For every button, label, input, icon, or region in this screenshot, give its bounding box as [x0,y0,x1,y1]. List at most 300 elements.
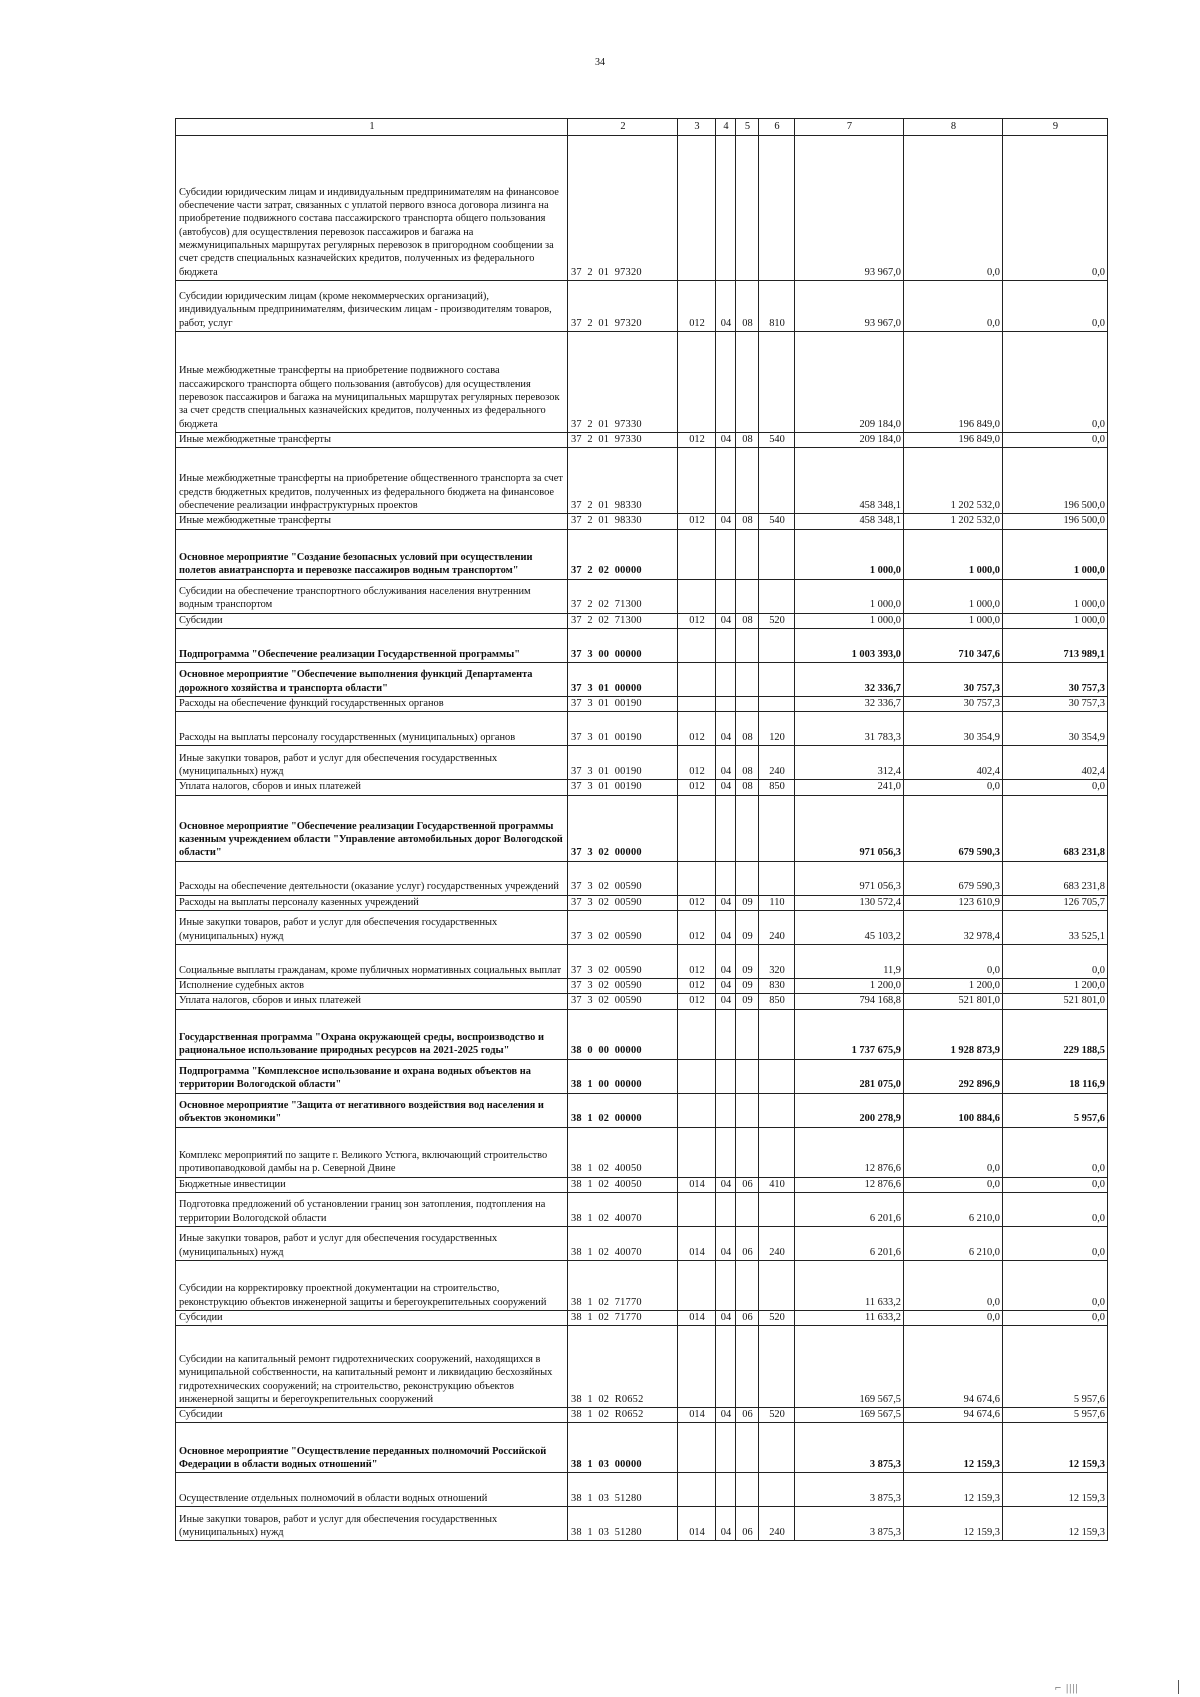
table-row [176,579,1108,613]
section-code: 04 [716,1226,736,1260]
amount-col-7: 32 336,7 [795,696,904,711]
expense-type-code [759,529,795,579]
expense-type-code [759,1009,795,1059]
subsection-code [736,579,759,613]
amount-col-9: 0,0 [1003,1192,1108,1226]
table-row [176,712,1108,746]
section-code [716,795,736,861]
amount-col-8: 6 210,0 [904,1226,1003,1260]
amount-col-7: 93 967,0 [795,136,904,281]
amount-col-8: 0,0 [904,136,1003,281]
ministry-code: 012 [678,712,716,746]
expense-type-code: 850 [759,994,795,1009]
budget-code: 37 2 02 71300 [568,579,678,613]
budget-code: 38 1 02 R0652 [568,1326,678,1408]
amount-col-8: 710 347,6 [904,628,1003,662]
budget-code: 37 2 02 00000 [568,529,678,579]
amount-col-9: 229 188,5 [1003,1009,1108,1059]
ministry-code: 012 [678,281,716,332]
subsection-code: 06 [736,1226,759,1260]
budget-code: 37 2 01 97330 [568,433,678,448]
row-name: Субсидии юридическим лицам и индивидуальным предпринимателям на финансовое обеспечение части затрат, связанных с уплатой первого взноса договора лизинга на приобретение подвижного состава пассажирского транспорта общего пользования (автобусов) для осуществления перевозок пассажиров и багажа на межмуниципальных маршрутах регулярных перевозок в пригородном сообщении за счет средств специальных казначейских кредитов, полученных из федерального бюджета [176,136,568,281]
budget-code: 37 3 02 00590 [568,910,678,944]
subsection-code: 08 [736,613,759,628]
amount-col-9: 0,0 [1003,433,1108,448]
row-name: Расходы на выплаты персоналу государственных (муниципальных) органов [176,712,568,746]
amount-col-7: 130 572,4 [795,895,904,910]
table-row [176,944,1108,978]
amount-col-8: 0,0 [904,281,1003,332]
subsection-code [736,332,759,433]
table-row [176,1192,1108,1226]
row-name: Государственная программа "Охрана окружающей среды, воспроизводство и рациональное использование природных ресурсов на 2021-2025 годы" [176,1009,568,1059]
amount-col-7: 11,9 [795,944,904,978]
scan-edge-mark [1178,1680,1179,1694]
expense-type-code [759,696,795,711]
section-code: 04 [716,433,736,448]
column-header: 6 [759,119,795,136]
row-name: Иные межбюджетные трансферты [176,514,568,529]
amount-col-8: 521 801,0 [904,994,1003,1009]
table-row [176,696,1108,711]
ministry-code [678,1192,716,1226]
budget-code: 37 3 01 00190 [568,746,678,780]
amount-col-8: 1 200,0 [904,978,1003,993]
row-name: Основное мероприятие "Обеспечение реализации Государственной программы казенным учреждением области "Управление автомобильных дорог Вологодской области" [176,795,568,861]
ministry-code: 012 [678,514,716,529]
amount-col-9: 0,0 [1003,1260,1108,1310]
amount-col-7: 1 737 675,9 [795,1009,904,1059]
subsection-code [736,628,759,662]
amount-col-9: 12 159,3 [1003,1473,1108,1507]
table-row [176,1059,1108,1093]
row-name: Субсидии на корректировку проектной документации на строительство, реконструкцию объектов инженерной защиты и берегоукрепительных сооружений [176,1260,568,1310]
row-name: Субсидии юридическим лицам (кроме некоммерческих организаций), индивидуальным предпринимателям, физическим лицам - производителям товаров, работ, услуг [176,281,568,332]
table-row [176,1310,1108,1325]
amount-col-8: 0,0 [904,1310,1003,1325]
amount-col-7: 200 278,9 [795,1093,904,1127]
ministry-code [678,1093,716,1127]
ministry-code [678,662,716,696]
section-code [716,1326,736,1408]
table-row [176,1473,1108,1507]
table-row [176,136,1108,281]
subsection-code [736,662,759,696]
ministry-code: 012 [678,746,716,780]
subsection-code: 08 [736,712,759,746]
budget-code: 37 3 00 00000 [568,628,678,662]
amount-col-9: 0,0 [1003,1127,1108,1177]
amount-col-7: 458 348,1 [795,448,904,514]
expense-type-code [759,448,795,514]
row-name: Уплата налогов, сборов и иных платежей [176,780,568,795]
amount-col-8: 12 159,3 [904,1507,1003,1541]
amount-col-7: 32 336,7 [795,662,904,696]
amount-col-9: 683 231,8 [1003,795,1108,861]
table-row [176,1423,1108,1473]
amount-col-8: 0,0 [904,1177,1003,1192]
column-number-row [176,119,1108,136]
ministry-code [678,696,716,711]
table-row [176,1093,1108,1127]
budget-code: 37 3 02 00590 [568,861,678,895]
expense-type-code: 520 [759,1408,795,1423]
amount-col-8: 1 928 873,9 [904,1009,1003,1059]
subsection-code [736,795,759,861]
section-code: 04 [716,1177,736,1192]
section-code [716,628,736,662]
ministry-code: 014 [678,1408,716,1423]
row-name: Субсидии [176,1408,568,1423]
amount-col-8: 94 674,6 [904,1326,1003,1408]
subsection-code [736,1009,759,1059]
table-row [176,662,1108,696]
subsection-code: 06 [736,1310,759,1325]
section-code: 04 [716,514,736,529]
amount-col-7: 241,0 [795,780,904,795]
row-name: Иные межбюджетные трансферты [176,433,568,448]
ministry-code: 012 [678,895,716,910]
subsection-code [736,529,759,579]
subsection-code [736,1093,759,1127]
row-name: Уплата налогов, сборов и иных платежей [176,994,568,1009]
amount-col-9: 1 200,0 [1003,978,1108,993]
row-name: Бюджетные инвестиции [176,1177,568,1192]
budget-code: 38 1 03 00000 [568,1423,678,1473]
amount-col-9: 0,0 [1003,944,1108,978]
expense-type-code [759,861,795,895]
amount-col-7: 31 783,3 [795,712,904,746]
table-body [176,136,1108,1541]
amount-col-9: 0,0 [1003,281,1108,332]
row-name: Социальные выплаты гражданам, кроме публичных нормативных социальных выплат [176,944,568,978]
subsection-code: 06 [736,1408,759,1423]
section-code [716,448,736,514]
amount-col-9: 12 159,3 [1003,1507,1108,1541]
table-row [176,514,1108,529]
amount-col-7: 3 875,3 [795,1473,904,1507]
row-name: Основное мероприятие "Обеспечение выполнения функций Департамента дорожного хозяйства и транспорта области" [176,662,568,696]
budget-code: 37 3 02 00590 [568,978,678,993]
table-row [176,529,1108,579]
ministry-code: 014 [678,1177,716,1192]
expense-type-code [759,1127,795,1177]
expense-type-code: 830 [759,978,795,993]
amount-col-7: 6 201,6 [795,1226,904,1260]
table-row [176,1408,1108,1423]
amount-col-7: 971 056,3 [795,795,904,861]
budget-code: 37 2 01 97320 [568,281,678,332]
amount-col-9: 713 989,1 [1003,628,1108,662]
table-row [176,861,1108,895]
column-header: 5 [736,119,759,136]
budget-code: 38 1 02 40070 [568,1192,678,1226]
table-row [176,994,1108,1009]
expense-type-code [759,628,795,662]
amount-col-8: 94 674,6 [904,1408,1003,1423]
row-name: Исполнение судебных актов [176,978,568,993]
budget-code: 37 3 01 00190 [568,712,678,746]
page-number: 34 [595,57,605,68]
section-code: 04 [716,944,736,978]
amount-col-7: 1 200,0 [795,978,904,993]
scan-marks: ⌐ |||| [1055,1682,1079,1694]
ministry-code [678,1059,716,1093]
subsection-code: 08 [736,281,759,332]
row-name: Подготовка предложений об установлении границ зон затопления, подтопления на территории Вологодской области [176,1192,568,1226]
amount-col-9: 30 354,9 [1003,712,1108,746]
amount-col-9: 0,0 [1003,780,1108,795]
amount-col-8: 30 757,3 [904,662,1003,696]
expense-type-code: 120 [759,712,795,746]
subsection-code: 09 [736,910,759,944]
amount-col-9: 30 757,3 [1003,662,1108,696]
amount-col-7: 209 184,0 [795,332,904,433]
amount-col-8: 1 000,0 [904,613,1003,628]
expense-type-code [759,1093,795,1127]
ministry-code [678,1009,716,1059]
expense-type-code: 240 [759,1507,795,1541]
amount-col-8: 30 354,9 [904,712,1003,746]
subsection-code: 08 [736,780,759,795]
amount-col-7: 3 875,3 [795,1507,904,1541]
budget-code: 37 3 01 00000 [568,662,678,696]
section-code [716,332,736,433]
table-row [176,978,1108,993]
table-row [176,1326,1108,1408]
section-code [716,1423,736,1473]
ministry-code [678,136,716,281]
amount-col-8: 0,0 [904,944,1003,978]
row-name: Расходы на выплаты персоналу казенных учреждений [176,895,568,910]
expense-type-code [759,1326,795,1408]
amount-col-9: 5 957,6 [1003,1326,1108,1408]
amount-col-8: 1 000,0 [904,579,1003,613]
amount-col-9: 0,0 [1003,1177,1108,1192]
table-row [176,1260,1108,1310]
expense-type-code [759,332,795,433]
table-row [176,613,1108,628]
budget-code: 37 2 01 98330 [568,448,678,514]
subsection-code [736,1192,759,1226]
row-name: Иные закупки товаров, работ и услуг для обеспечения государственных (муниципальных) нужд [176,910,568,944]
section-code [716,696,736,711]
ministry-code: 012 [678,613,716,628]
table-row [176,1226,1108,1260]
row-name: Субсидии [176,613,568,628]
subsection-code: 09 [736,978,759,993]
section-code: 04 [716,613,736,628]
expense-type-code: 540 [759,514,795,529]
section-code [716,529,736,579]
amount-col-7: 1 003 393,0 [795,628,904,662]
subsection-code [736,448,759,514]
budget-code: 38 1 02 40050 [568,1127,678,1177]
amount-col-9: 5 957,6 [1003,1408,1108,1423]
amount-col-7: 971 056,3 [795,861,904,895]
amount-col-9: 402,4 [1003,746,1108,780]
expense-type-code [759,1260,795,1310]
subsection-code [736,1260,759,1310]
amount-col-7: 45 103,2 [795,910,904,944]
expense-type-code: 810 [759,281,795,332]
table-row [176,1177,1108,1192]
amount-col-9: 1 000,0 [1003,613,1108,628]
amount-col-7: 12 876,6 [795,1177,904,1192]
amount-col-7: 3 875,3 [795,1423,904,1473]
subsection-code [736,861,759,895]
row-name: Иные закупки товаров, работ и услуг для обеспечения государственных (муниципальных) нужд [176,1507,568,1541]
table-row [176,448,1108,514]
budget-code: 37 2 02 71300 [568,613,678,628]
column-header: 2 [568,119,678,136]
amount-col-7: 458 348,1 [795,514,904,529]
budget-code: 37 3 02 00000 [568,795,678,861]
row-name: Иные закупки товаров, работ и услуг для обеспечения государственных (муниципальных) нужд [176,1226,568,1260]
budget-code: 38 1 02 40070 [568,1226,678,1260]
amount-col-7: 209 184,0 [795,433,904,448]
row-name: Осуществление отдельных полномочий в области водных отношений [176,1473,568,1507]
expense-type-code [759,1423,795,1473]
amount-col-8: 0,0 [904,1260,1003,1310]
ministry-code: 012 [678,780,716,795]
subsection-code: 09 [736,895,759,910]
amount-col-9: 33 525,1 [1003,910,1108,944]
amount-col-9: 521 801,0 [1003,994,1108,1009]
amount-col-8: 0,0 [904,1127,1003,1177]
amount-col-9: 683 231,8 [1003,861,1108,895]
subsection-code [736,1059,759,1093]
budget-code: 37 3 01 00190 [568,780,678,795]
budget-code: 38 0 00 00000 [568,1009,678,1059]
subsection-code: 08 [736,746,759,780]
budget-code: 37 3 02 00590 [568,994,678,1009]
subsection-code [736,136,759,281]
section-code [716,1093,736,1127]
row-name: Расходы на обеспечение функций государственных органов [176,696,568,711]
amount-col-8: 1 202 532,0 [904,448,1003,514]
section-code: 04 [716,1408,736,1423]
budget-code: 37 3 02 00590 [568,944,678,978]
ministry-code: 012 [678,978,716,993]
column-header: 8 [904,119,1003,136]
ministry-code: 012 [678,433,716,448]
amount-col-9: 0,0 [1003,1226,1108,1260]
ministry-code [678,861,716,895]
subsection-code: 06 [736,1507,759,1541]
section-code: 04 [716,978,736,993]
subsection-code [736,1423,759,1473]
amount-col-8: 402,4 [904,746,1003,780]
section-code [716,1127,736,1177]
amount-col-8: 1 202 532,0 [904,514,1003,529]
subsection-code: 08 [736,514,759,529]
ministry-code: 014 [678,1226,716,1260]
amount-col-8: 100 884,6 [904,1093,1003,1127]
row-name: Субсидии на капитальный ремонт гидротехнических сооружений, находящихся в муниципальной собственности, на капитальный ремонт и ликвидацию бесхозяйных гидротехнических сооружений; на строительство, реконструкцию объектов инженерной защиты и берегоукрепительных сооружений [176,1326,568,1408]
budget-code: 38 1 03 51280 [568,1507,678,1541]
budget-code: 37 3 02 00590 [568,895,678,910]
ministry-code [678,628,716,662]
table-row [176,332,1108,433]
table-row [176,1127,1108,1177]
amount-col-7: 11 633,2 [795,1310,904,1325]
table-row [176,746,1108,780]
section-code: 04 [716,746,736,780]
amount-col-7: 93 967,0 [795,281,904,332]
budget-code: 38 1 02 00000 [568,1093,678,1127]
budget-code: 38 1 02 R0652 [568,1408,678,1423]
amount-col-7: 1 000,0 [795,579,904,613]
row-name: Подпрограмма "Комплексное использование и охрана водных объектов на территории Вологодской области" [176,1059,568,1093]
section-code [716,136,736,281]
table-row [176,1009,1108,1059]
amount-col-9: 126 705,7 [1003,895,1108,910]
column-header: 4 [716,119,736,136]
column-header: 3 [678,119,716,136]
row-name: Субсидии [176,1310,568,1325]
ministry-code [678,795,716,861]
ministry-code [678,1473,716,1507]
table-row [176,433,1108,448]
ministry-code [678,1127,716,1177]
expense-type-code: 520 [759,1310,795,1325]
column-header: 1 [176,119,568,136]
ministry-code [678,448,716,514]
row-name: Расходы на обеспечение деятельности (оказание услуг) государственных учреждений [176,861,568,895]
amount-col-8: 292 896,9 [904,1059,1003,1093]
ministry-code [678,529,716,579]
section-code: 04 [716,281,736,332]
amount-col-8: 196 849,0 [904,433,1003,448]
section-code [716,1009,736,1059]
amount-col-9: 1 000,0 [1003,529,1108,579]
section-code: 04 [716,1507,736,1541]
amount-col-9: 1 000,0 [1003,579,1108,613]
expense-type-code [759,579,795,613]
expense-type-code: 850 [759,780,795,795]
ministry-code [678,332,716,433]
table-row [176,795,1108,861]
amount-col-8: 6 210,0 [904,1192,1003,1226]
budget-code: 38 1 00 00000 [568,1059,678,1093]
section-code [716,1260,736,1310]
amount-col-9: 196 500,0 [1003,448,1108,514]
column-header: 7 [795,119,904,136]
expense-type-code: 240 [759,910,795,944]
amount-col-9: 18 116,9 [1003,1059,1108,1093]
table-row [176,281,1108,332]
column-header: 9 [1003,119,1108,136]
amount-col-9: 0,0 [1003,1310,1108,1325]
amount-col-8: 196 849,0 [904,332,1003,433]
table-row [176,895,1108,910]
amount-col-8: 679 590,3 [904,861,1003,895]
amount-col-7: 1 000,0 [795,613,904,628]
budget-table [175,118,1108,1541]
ministry-code [678,579,716,613]
section-code [716,861,736,895]
section-code: 04 [716,780,736,795]
amount-col-8: 1 000,0 [904,529,1003,579]
section-code [716,1059,736,1093]
section-code: 04 [716,994,736,1009]
ministry-code [678,1423,716,1473]
subsection-code [736,696,759,711]
budget-code: 37 3 01 00190 [568,696,678,711]
row-name: Подпрограмма "Обеспечение реализации Государственной программы" [176,628,568,662]
budget-code: 38 1 03 51280 [568,1473,678,1507]
